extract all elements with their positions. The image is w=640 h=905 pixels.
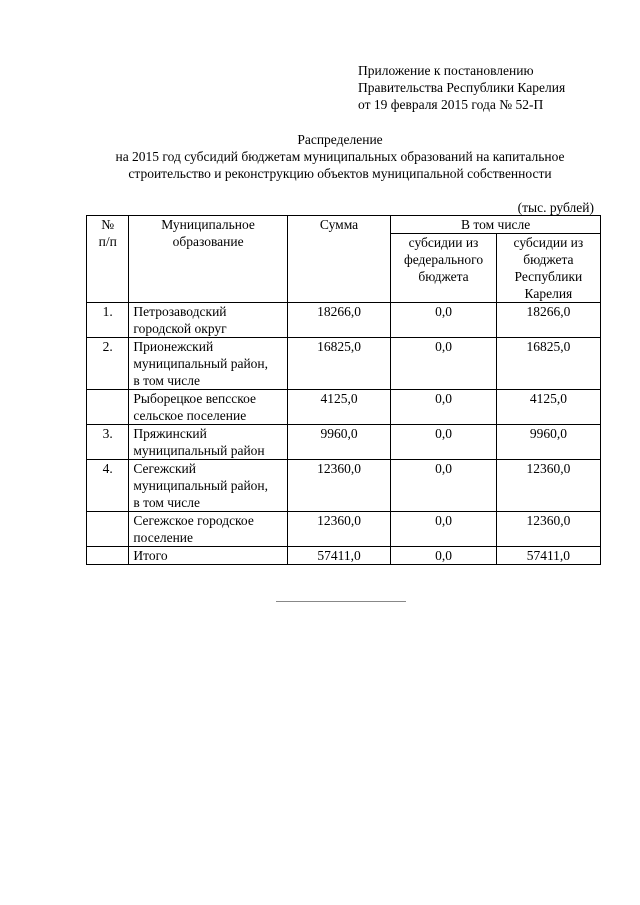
cell-name-line: поселение [133, 530, 194, 545]
cell-federal: 0,0 [391, 390, 496, 425]
cell-name-line: муниципальный район, [133, 478, 269, 493]
cell-federal: 0,0 [391, 338, 496, 390]
header-federal-line: субсидии из [408, 235, 479, 250]
cell-name-line: Прионежский [133, 339, 214, 354]
header-republic-line: субсидии из [513, 235, 584, 250]
cell-name [129, 425, 287, 460]
cell-federal: 0,0 [391, 460, 496, 512]
header-name-line: Муниципальное [161, 217, 255, 232]
cell-republic: 57411,0 [496, 547, 600, 565]
header-row [87, 216, 601, 234]
cell-federal: 0,0 [391, 547, 496, 565]
cell-sum: 57411,0 [287, 547, 391, 565]
cell-republic: 18266,0 [496, 303, 600, 338]
cell-name-line: муниципальный район [133, 443, 265, 458]
cell-num [87, 390, 129, 425]
cell-name-line: в том числе [133, 495, 201, 510]
cell-republic: 16825,0 [496, 338, 600, 390]
cell-num: 2. [87, 338, 129, 390]
table-row [87, 547, 601, 565]
cell-name-line: Сегежское городское [133, 513, 254, 528]
cell-name-line: Рыборецкое вепсское [133, 391, 256, 406]
header-name-line: образование [172, 234, 244, 249]
cell-num: 3. [87, 425, 129, 460]
cell-republic: 9960,0 [496, 425, 600, 460]
title-line: строительство и реконструкцию объектов муниципальной собственности [128, 166, 552, 181]
header-republic-line: Карелия [524, 286, 573, 301]
header-federal-line: федерального [403, 252, 484, 267]
appendix-header [358, 62, 565, 113]
header-republic-line: Республики [514, 269, 583, 284]
cell-name [129, 460, 287, 512]
cell-name [129, 390, 287, 425]
cell-name-line: Итого [133, 548, 168, 563]
document-title [60, 131, 620, 182]
cell-federal: 0,0 [391, 303, 496, 338]
cell-name-line: Петрозаводский [133, 304, 227, 319]
cell-sum: 12360,0 [287, 512, 391, 547]
distribution-table [86, 215, 601, 565]
unit-label: (тыс. рублей) [517, 200, 594, 215]
cell-federal: 0,0 [391, 512, 496, 547]
cell-name-line: Пряжинский [133, 426, 207, 441]
cell-sum: 9960,0 [287, 425, 391, 460]
cell-federal: 0,0 [391, 425, 496, 460]
header-republic-line: бюджета [523, 252, 574, 267]
cell-num [87, 547, 129, 565]
table-row [87, 460, 601, 512]
end-divider [276, 601, 406, 602]
cell-name-line: в том числе [133, 373, 201, 388]
cell-sum: 4125,0 [287, 390, 391, 425]
cell-name [129, 512, 287, 547]
cell-republic: 12360,0 [496, 460, 600, 512]
header-including: В том числе [391, 216, 601, 234]
title-line: Распределение [297, 132, 383, 147]
cell-name [129, 547, 287, 565]
table-row [87, 425, 601, 460]
cell-republic: 12360,0 [496, 512, 600, 547]
table-row [87, 338, 601, 390]
title-line: на 2015 год субсидий бюджетам муниципальных образований на капитальное [115, 149, 565, 164]
cell-sum: 16825,0 [287, 338, 391, 390]
table-row [87, 303, 601, 338]
cell-republic: 4125,0 [496, 390, 600, 425]
cell-num: 4. [87, 460, 129, 512]
appendix-line: Приложение к постановлению [358, 63, 534, 78]
header-num-line: № [101, 217, 115, 232]
cell-name-line: муниципальный район, [133, 356, 269, 371]
cell-name [129, 303, 287, 338]
cell-name [129, 338, 287, 390]
header-num-line: п/п [98, 234, 117, 249]
cell-sum: 18266,0 [287, 303, 391, 338]
appendix-line: Правительства Республики Карелия [358, 80, 566, 95]
header-num [87, 216, 129, 303]
appendix-line: от 19 февраля 2015 года № 52-П [358, 97, 544, 112]
cell-name-line: городской округ [133, 321, 227, 336]
cell-num [87, 512, 129, 547]
header-name [129, 216, 287, 303]
cell-num: 1. [87, 303, 129, 338]
table-row [87, 390, 601, 425]
header-sum: Сумма [287, 216, 391, 303]
table-row [87, 512, 601, 547]
cell-name-line: сельское поселение [133, 408, 247, 423]
header-federal-line: бюджета [418, 269, 469, 284]
header-republic [496, 234, 600, 303]
header-federal [391, 234, 496, 303]
cell-name-line: Сегежский [133, 461, 196, 476]
cell-sum: 12360,0 [287, 460, 391, 512]
